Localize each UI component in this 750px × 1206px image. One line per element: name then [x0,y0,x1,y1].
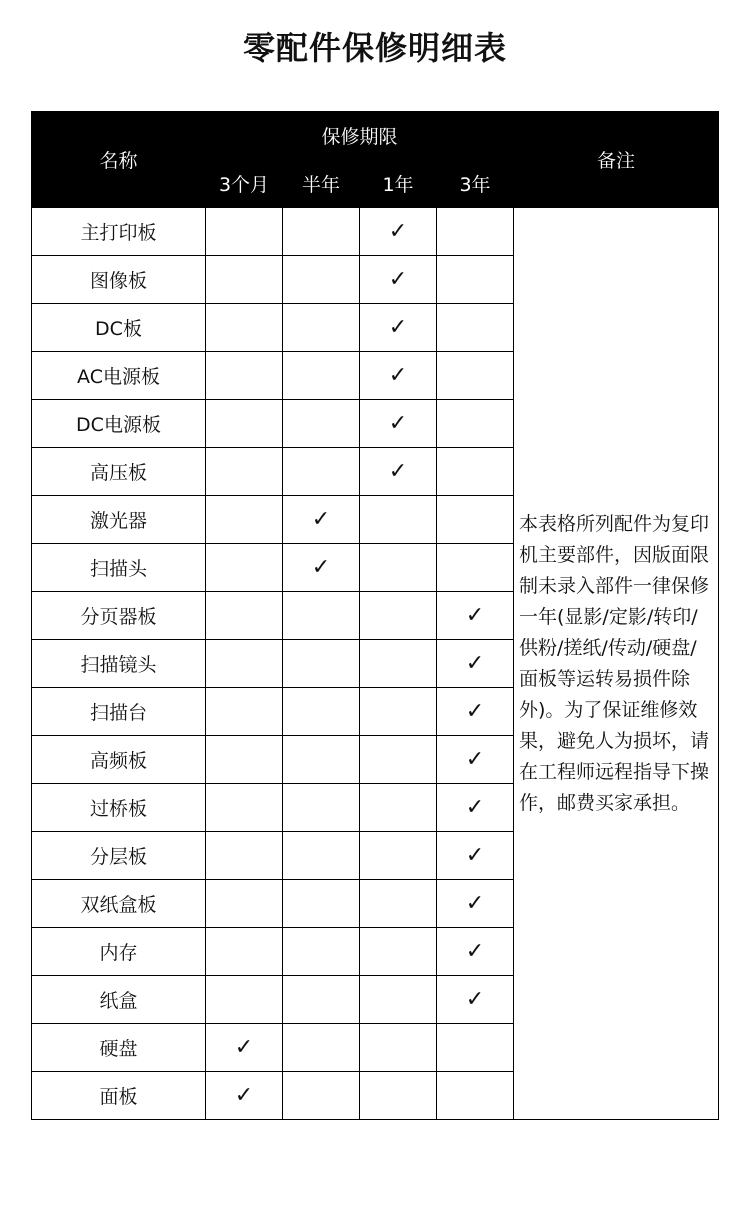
empty-cell [206,256,283,304]
part-name: AC电源板 [32,352,206,400]
empty-cell [437,1072,514,1120]
empty-cell [206,352,283,400]
check-mark-icon: ✓ [437,976,514,1024]
header-remark: 备注 [514,112,719,208]
part-name: 分层板 [32,832,206,880]
part-name: 高频板 [32,736,206,784]
empty-cell [283,448,360,496]
page-title: 零配件保修明细表 [242,29,507,67]
empty-cell [283,784,360,832]
empty-cell [283,736,360,784]
part-name: 内存 [32,928,206,976]
part-name: 分页器板 [32,592,206,640]
empty-cell [437,256,514,304]
empty-cell [283,304,360,352]
empty-cell [437,1024,514,1072]
part-name: DC电源板 [32,400,206,448]
part-name: 图像板 [32,256,206,304]
check-mark-icon: ✓ [360,208,437,256]
part-name: 扫描头 [32,544,206,592]
part-name: 纸盒 [32,976,206,1024]
part-name: 激光器 [32,496,206,544]
part-name: 面板 [32,1072,206,1120]
check-mark-icon: ✓ [360,304,437,352]
empty-cell [206,640,283,688]
header-period-3-months: 3个月 [206,160,283,208]
empty-cell [206,304,283,352]
empty-cell [206,832,283,880]
empty-cell [437,304,514,352]
empty-cell [283,1072,360,1120]
empty-cell [283,256,360,304]
check-mark-icon: ✓ [360,448,437,496]
header-name: 名称 [32,112,206,208]
empty-cell [283,832,360,880]
empty-cell [360,928,437,976]
part-name: 高压板 [32,448,206,496]
empty-cell [360,880,437,928]
part-name: 过桥板 [32,784,206,832]
empty-cell [437,352,514,400]
check-mark-icon: ✓ [360,352,437,400]
empty-cell [206,496,283,544]
header-period-1-year: 1年 [360,160,437,208]
empty-cell [283,976,360,1024]
empty-cell [283,1024,360,1072]
empty-cell [360,640,437,688]
empty-cell [360,1072,437,1120]
check-mark-icon: ✓ [206,1072,283,1120]
check-mark-icon: ✓ [437,928,514,976]
empty-cell [283,688,360,736]
empty-cell [360,688,437,736]
check-mark-icon: ✓ [360,256,437,304]
part-name: 主打印板 [32,208,206,256]
remark-text: 本表格所列配件为复印机主要部件，因版面限制未录入部件一律保修一年(显影/定影/转印/供粉/搓纸/传动/硬盘/面板等运转易损件除外)。为了保证维修效果，避免人为损坏，请在工程师远程指导下操作，邮费买家承担。 [514,208,719,1120]
empty-cell [206,880,283,928]
check-mark-icon: ✓ [437,832,514,880]
table-body [32,208,719,1120]
warranty-table [31,111,719,1120]
check-mark-icon: ✓ [437,592,514,640]
empty-cell [437,400,514,448]
empty-cell [360,544,437,592]
header-period-3-years: 3年 [437,160,514,208]
check-mark-icon: ✓ [437,880,514,928]
header-period-half-year: 半年 [283,160,360,208]
empty-cell [283,208,360,256]
empty-cell [206,736,283,784]
empty-cell [283,352,360,400]
check-mark-icon: ✓ [283,544,360,592]
empty-cell [283,928,360,976]
empty-cell [360,496,437,544]
part-name: 扫描镜头 [32,640,206,688]
empty-cell [206,544,283,592]
empty-cell [437,208,514,256]
empty-cell [206,208,283,256]
empty-cell [360,1024,437,1072]
part-name: 扫描台 [32,688,206,736]
empty-cell [360,736,437,784]
empty-cell [360,832,437,880]
part-name: 双纸盒板 [32,880,206,928]
empty-cell [360,784,437,832]
empty-cell [283,400,360,448]
check-mark-icon: ✓ [206,1024,283,1072]
empty-cell [360,976,437,1024]
table-row [32,208,719,256]
empty-cell [206,400,283,448]
empty-cell [437,496,514,544]
empty-cell [283,880,360,928]
check-mark-icon: ✓ [360,400,437,448]
part-name: 硬盘 [32,1024,206,1072]
check-mark-icon: ✓ [437,688,514,736]
empty-cell [283,640,360,688]
check-mark-icon: ✓ [437,640,514,688]
empty-cell [437,544,514,592]
empty-cell [283,592,360,640]
part-name: DC板 [32,304,206,352]
empty-cell [206,928,283,976]
empty-cell [206,592,283,640]
check-mark-icon: ✓ [283,496,360,544]
empty-cell [437,448,514,496]
empty-cell [206,688,283,736]
check-mark-icon: ✓ [437,736,514,784]
empty-cell [206,784,283,832]
empty-cell [360,592,437,640]
check-mark-icon: ✓ [437,784,514,832]
empty-cell [206,448,283,496]
header-warranty-period: 保修期限 [206,112,514,160]
empty-cell [206,976,283,1024]
